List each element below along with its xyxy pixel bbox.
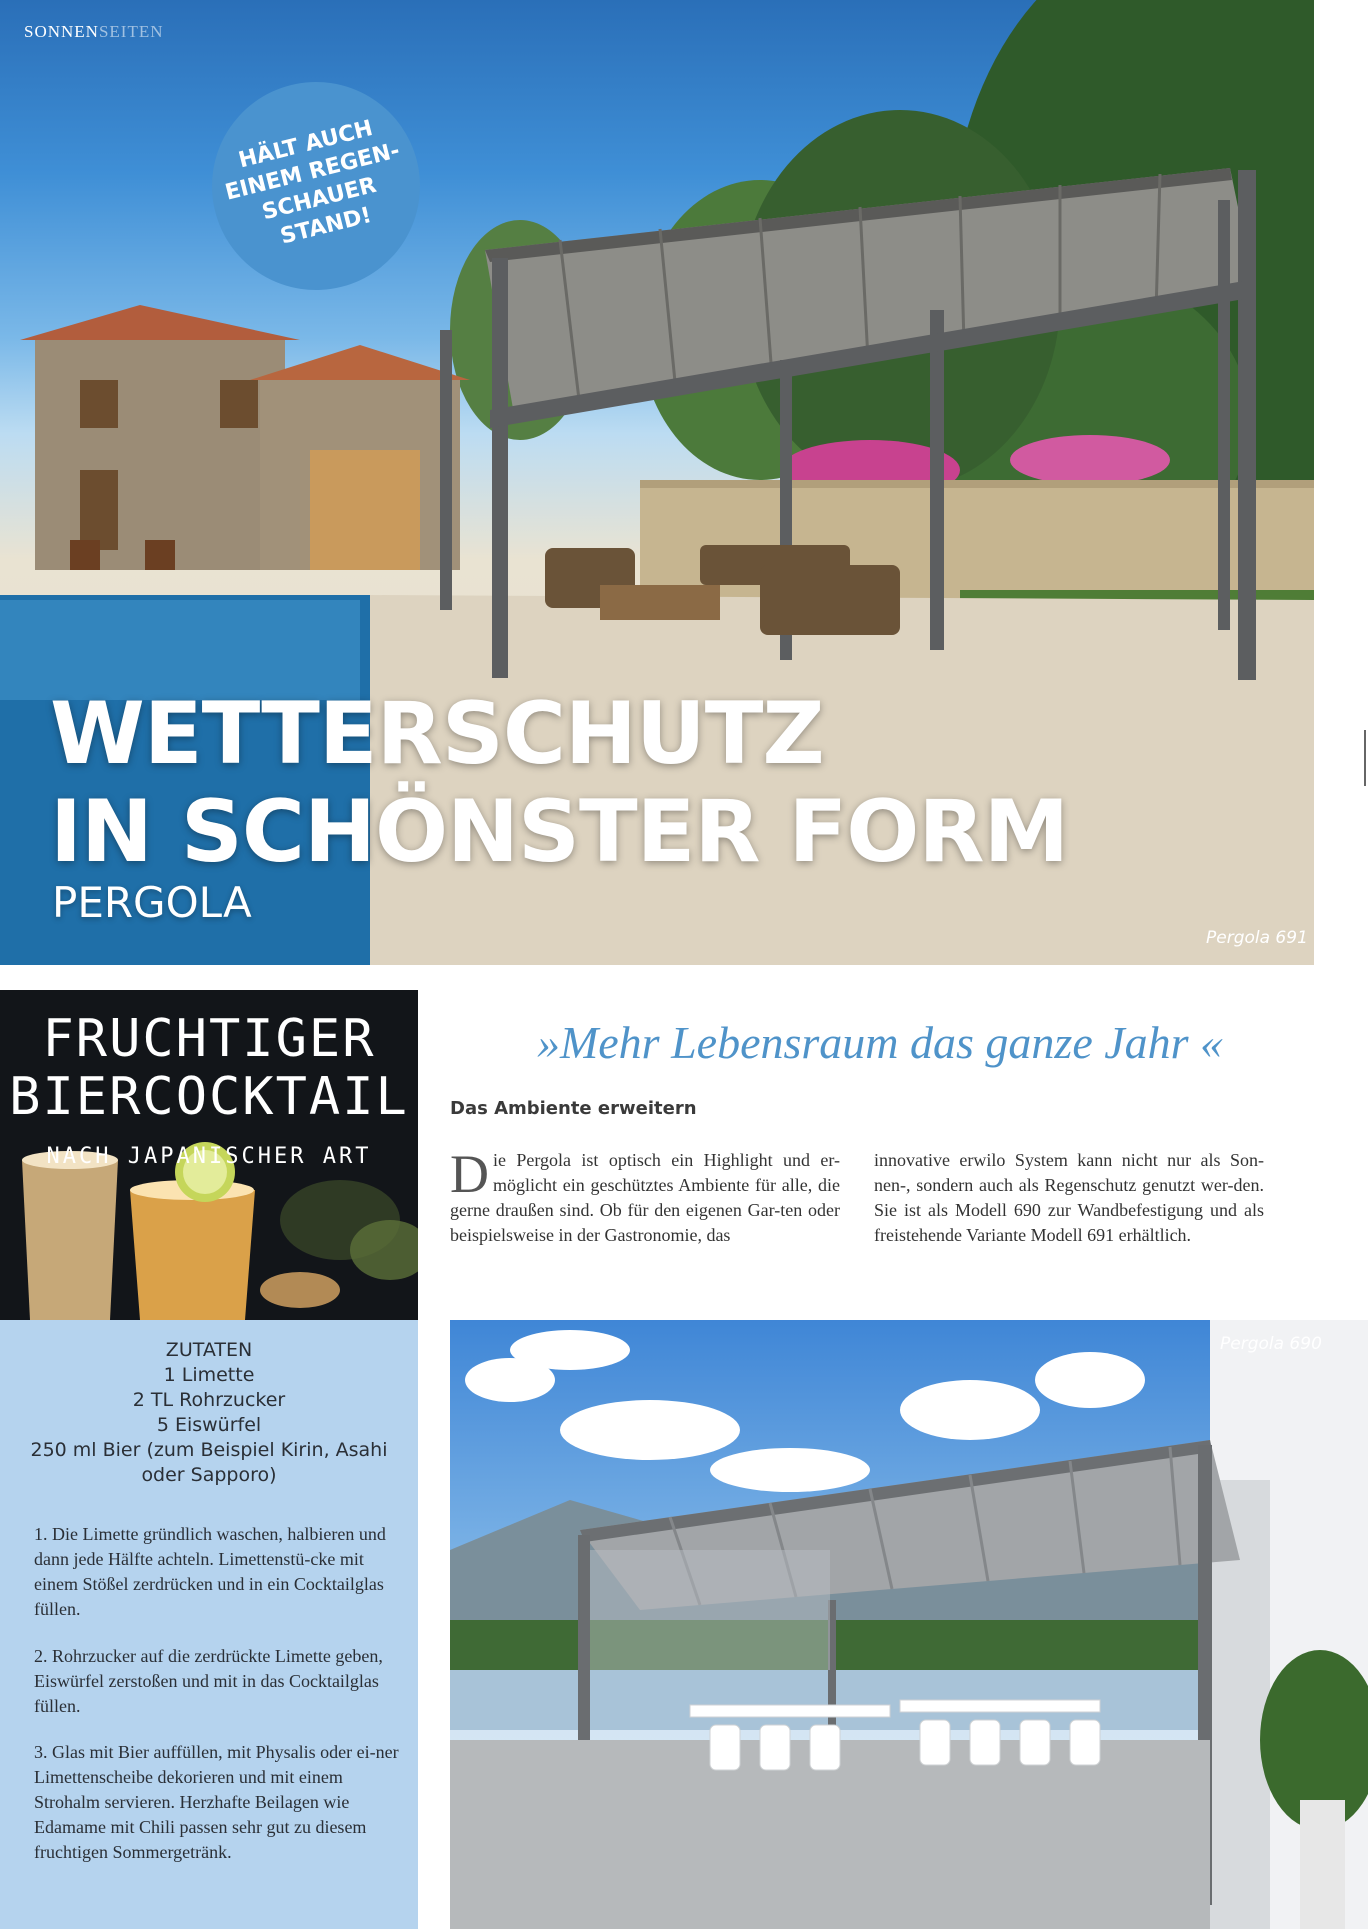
page-edge-mark bbox=[1364, 730, 1366, 786]
running-head bbox=[24, 22, 164, 42]
body-text-1: ie Pergola ist optisch ein Highlight und er-möglicht ein geschütztes Ambiente für alle, die gerne draußen sind. Ob für den eigenen Gar-ten oder beispielsweise in der Gastronomie, das bbox=[450, 1150, 840, 1245]
pergola-photo-caption: Pergola 690 bbox=[1220, 1334, 1322, 1354]
ingredient-item: 1 Limette bbox=[163, 1364, 255, 1386]
recipe-step: 2. Rohrzucker auf die zerdrückte Limette geben, Eiswürfel zerstoßen und mit in das Cocktailglas füllen. bbox=[34, 1646, 383, 1716]
recipe-step: 3. Glas mit Bier auffüllen, mit Physalis oder ei-ner Limettenscheibe dekorieren und mit einem Strohalm servieren. Herzhafte Beilagen wie Edamame mit Chili passen sehr gut zu diesem fruchtigen Sommergetränk. bbox=[34, 1742, 399, 1862]
promo-badge: HÄLT AUCH EINEM REGEN- SCHAUER STAND! bbox=[190, 60, 442, 312]
running-head-light: SEITEN bbox=[98, 22, 164, 41]
cocktail-title-line2: BIERCOCKTAIL bbox=[9, 1067, 409, 1127]
drop-cap: D bbox=[450, 1144, 489, 1204]
running-head-strong: SONNEN bbox=[24, 22, 99, 41]
pergola-illustration bbox=[450, 1320, 1368, 1929]
ingredient-item: 5 Eiswürfel bbox=[156, 1414, 262, 1436]
section-heading: Das Ambiente erweitern bbox=[450, 1098, 697, 1119]
cocktail-title-line1: FRUCHTIGER bbox=[42, 1009, 376, 1069]
hero-subtitle: PERGOLA bbox=[52, 878, 252, 927]
recipe-step: 1. Die Limette gründlich waschen, halbieren und dann jede Hälfte achteln. Limettenstü-cke mit einem Stößel zerdrücken und in ein Cocktailglas füllen. bbox=[34, 1524, 386, 1619]
ingredient-item: oder Sapporo) bbox=[141, 1464, 277, 1486]
pull-quote: »Mehr Lebensraum das ganze Jahr « bbox=[536, 1017, 1224, 1068]
body-column-1 bbox=[450, 1144, 840, 1248]
body-column-2: innovative erwilo System kann nicht nur als Son-nen-, sondern auch als Regenschutz genutzt wer-den. Sie ist als Modell 690 zur Wandbefestigung und als freistehende Variante Modell 691 erhältlich. bbox=[874, 1150, 1264, 1245]
ingredient-item: 250 ml Bier (zum Beispiel Kirin, Asahi bbox=[30, 1439, 388, 1461]
cocktail-subtitle: NACH JAPANISCHER ART bbox=[46, 1144, 372, 1169]
hero-photo-caption: Pergola 691 bbox=[1206, 928, 1308, 948]
ingredients-heading: ZUTATEN bbox=[165, 1339, 253, 1361]
ingredient-item: 2 TL Rohrzucker bbox=[132, 1389, 286, 1411]
hero-title-line2: IN SCHÖNSTER FORM bbox=[50, 782, 1069, 882]
pergola-photo bbox=[450, 1320, 1368, 1929]
ingredients-list bbox=[0, 1338, 418, 1488]
hero-title-line1: WETTERSCHUTZ bbox=[50, 684, 824, 784]
